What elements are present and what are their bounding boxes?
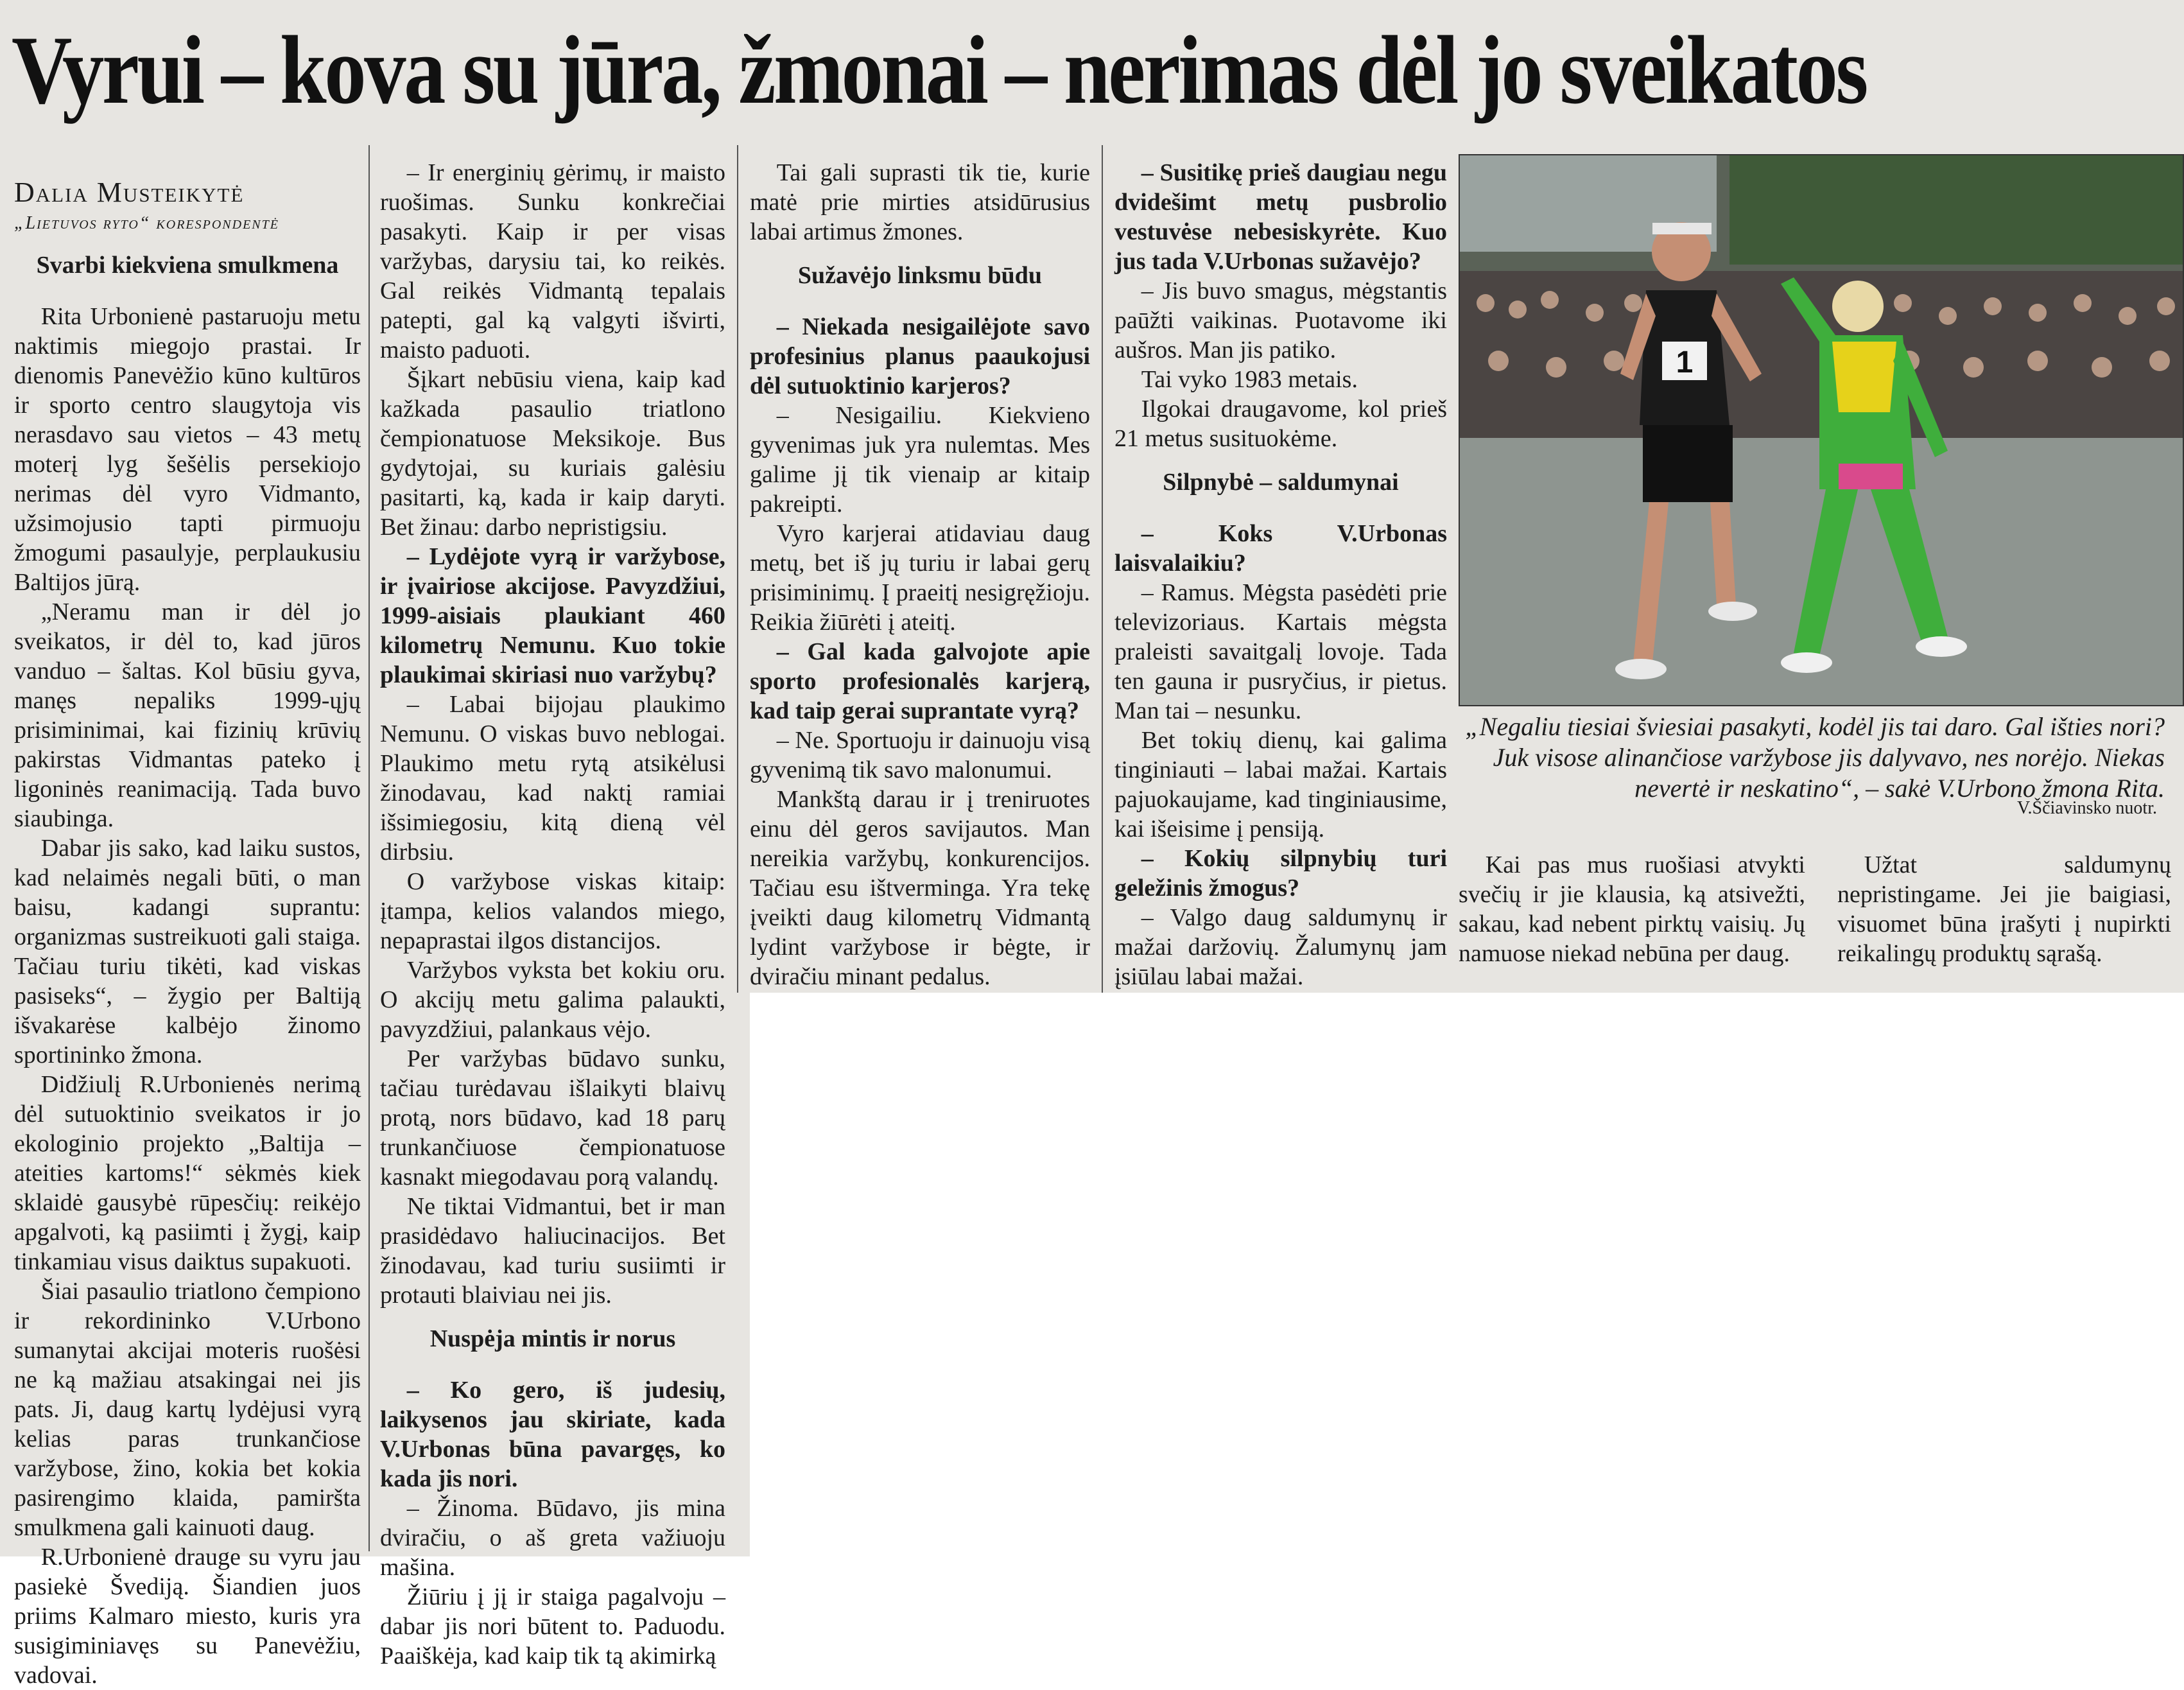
paragraph: Užtat saldumynų nepristingame. Jei jie baigiasi, visuomet būna įrašyti į nupirkti reikalingų produktų sąrašą. bbox=[1837, 851, 2171, 967]
bib-number: 1 bbox=[1676, 345, 1694, 379]
interview-question: – Niekada nesigailėjote savo profesinius planus paaukojusi dėl sutuoktinio karjeros? bbox=[750, 313, 1090, 399]
column-rule bbox=[737, 145, 738, 993]
paragraph: Ne tiktai Vidmantui, bet ir man prasidėdavo haliucinacijos. Bet žinodavau, kad turiu susiimti ir protauti blaiviau nei jis. bbox=[380, 1193, 725, 1309]
column-1 bbox=[14, 175, 361, 1690]
paragraph: – Nesigailiu. Kiekvieno gyvenimas juk yra nulemtas. Mes galime jį tik vienaip ar kitaip pakreipti. bbox=[750, 402, 1090, 518]
paragraph: Vyro karjerai atidaviau daug metų, bet iš jų turiu ir labai gerų prisiminimų. Į praeitį nesigręžioju. Reikia žiūrėti į ateitį. bbox=[750, 520, 1090, 636]
column-body bbox=[1459, 850, 1805, 968]
column-body bbox=[750, 158, 1090, 991]
blank-area bbox=[750, 993, 2184, 1556]
byline-author: Dalia Musteikytė bbox=[14, 177, 245, 208]
column-body bbox=[380, 158, 725, 1671]
column-body bbox=[14, 250, 361, 1690]
column-rule bbox=[368, 145, 370, 1551]
paragraph: – Valgo daug saldumynų ir mažai daržovių. Žalumynų jam įsiūlau labai mažai. bbox=[1114, 904, 1447, 990]
column-4 bbox=[1114, 158, 1447, 991]
paragraph: „Neramu man ir dėl jo sveikatos, ir dėl to, kad jūros vanduo – šaltas. Kol būsiu gyva, manęs nepaliks 1999-ųjų prisiminimai, kai fizinių krūvių pakirstas Vidmantas pateko į ligoninės reanimaciją. Tada buvo siaubinga. bbox=[14, 598, 361, 832]
paragraph: Didžiulį R.Urbonienės nerimą dėl sutuoktinio sveikatos ir jo ekologinio projekto „Baltija – ateities kartoms!“ sėkmės kiek sklaidė gausybė rūpesčių: reikėjo apgalvoti, ką pasiimti į žygį, kaip tinkamiau visus daiktus supakuoti. bbox=[14, 1071, 361, 1275]
paragraph: – Jis buvo smagus, mėgstantis paūžti vaikinas. Puotavome iki aušros. Man jis patiko. bbox=[1114, 277, 1447, 363]
paragraph: Bet tokių dienų, kai galima tinginiauti – labai mažai. Kartais pajuokaujame, kad tinginiausime, kai išeisime į pensiją. bbox=[1114, 727, 1447, 842]
paragraph: – Ir energinių gėrimų, ir maisto ruošimas. Sunku konkrečiai pasakyti. Kaip ir per visas varžybas, darysiu tai, ko reikės. Gal reikės Vidmantą tepalais patepti, gal ką valgyti išvirti, maisto paduoti. bbox=[380, 159, 725, 363]
paragraph: Varžybos vyksta bet kokiu oru. O akcijų metu galima palaukti, pavyzdžiui, palankaus vėjo. bbox=[380, 957, 725, 1043]
interview-question: – Lydėjote vyrą ir varžybose, ir įvairiose akcijose. Pavyzdžiui, 1999-aisiais plaukiant 460 kilometrų Nemunu. Kuo tokie plaukimai skiriasi nuo varžybų? bbox=[380, 543, 725, 688]
photo-caption: „Negaliu tiesiai šviesiai pasakyti, kodėl jis tai daro. Gal išties nori? Juk visose alinančiose varžybose jis dalyvavo, nes norėjo. Niekas nevertė ir neskatino“, – sakė V.Urbono žmona Rita. bbox=[1465, 712, 2165, 803]
paragraph: Kai pas mus ruošiasi atvykti svečių ir jie klausia, ką atsivežti, sakau, kad nebent pirktų vaisių. Jų namuose niekad nebūna per daug. bbox=[1459, 851, 1805, 967]
column-6 bbox=[1837, 850, 2171, 968]
paragraph: Per varžybas būdavo sunku, tačiau turėdavau išlaikyti blaivų protą, nors būdavo, kad 18 parų trunkančiuose čempionatuose kasnakt miegodavau porą valandų. bbox=[380, 1045, 725, 1190]
subheading: Svarbi kiekviena smulkmena bbox=[36, 252, 339, 279]
paragraph: Ilgokai draugavome, kol prieš 21 metus susituokėme. bbox=[1114, 396, 1447, 452]
interview-question: – Kokių silpnybių turi geležinis žmogus? bbox=[1114, 845, 1447, 902]
column-body bbox=[1114, 158, 1447, 991]
paragraph: R.Urbonienė drauge su vyru jau pasiekė Švediją. Šiandien juos priims Kalmaro miesto, kuris yra susigiminiavęs su Panevėžiu, vadovai. bbox=[14, 1544, 361, 1689]
paragraph: Žiūriu į jį ir staiga pagalvoju – dabar jis nori būtent to. Paduodu. Paaiškėja, kad kaip tik tą akimirką bbox=[380, 1583, 725, 1669]
column-5 bbox=[1459, 850, 1805, 968]
paragraph: Tai vyko 1983 metais. bbox=[1141, 366, 1358, 393]
paragraph: Dabar jis sako, kad laiku sustos, kad nelaimės negali būti, o man baisu, kadangi suprantu: organizmas sustreikuoti gali staiga. Tačiau turiu tikėti, kad viskas pasiseks“, – žygio per Baltiją išvakarėse kalbėjo žinomo sportininko žmona. bbox=[14, 835, 361, 1068]
column-body bbox=[1837, 850, 2171, 968]
paragraph: Tai gali suprasti tik tie, kurie matė prie mirties atsidūrusius labai artimus žmones. bbox=[750, 159, 1090, 245]
paragraph: Šįkart nebūsiu viena, kaip kad kažkada pasaulio triatlono čempionatuose Meksikoje. Bus gydytojai, su kuriais galėsiu pasitarti, ką, kada ir kaip daryti. Bet žinau: darbo nepristigsiu. bbox=[380, 366, 725, 541]
paragraph: Mankštą darau ir į treniruotes einu dėl geros savijautos. Man nereikia varžybų, konkurencijos. Tačiau esu ištverminga. Yra tekę įveikti daug kilometrų Vidmantą lydint varžybose ir bėgte, ir dviračiu minant pedalus. bbox=[750, 786, 1090, 990]
paragraph: – Žinoma. Būdavo, jis mina dviračiu, o aš greta važiuoju mašina. bbox=[380, 1495, 725, 1581]
paragraph: Rita Urbonienė pastaruoju metu naktimis miegojo prastai. Ir dienomis Panevėžio kūno kultūros ir sporto centro slaugytoja vis nerasdavo sau vietos – 43 metų moterį lyg šešėlis persekiojo nerimas dėl vyro Vidmanto, užsimojusio tapti pirmuoju žmogumi pasaulyje, perplaukusiu Baltijos jūrą. bbox=[14, 303, 361, 596]
interview-question: – Gal kada galvojote apie sporto profesionalės karjerą, kad taip gerai suprantate vyrą? bbox=[750, 638, 1090, 724]
interview-question: – Susitikę prieš daugiau negu dvidešimt metų pusbrolio vestuvėse nebesiskyrėte. Kuo jus tada V.Urbonas sužavėjo? bbox=[1114, 159, 1447, 275]
byline-correspondent: „Lietuvos ryto“ korespondentė bbox=[14, 213, 279, 233]
column-rule bbox=[1102, 145, 1103, 993]
headline: Vyrui – kova su jūra, žmonai – nerimas dėl jo sveikatos bbox=[12, 16, 1866, 124]
interview-question: – Ko gero, iš judesių, laikysenos jau skiriate, kada V.Urbonas būna pavargęs, ko kada jis nori. bbox=[380, 1377, 725, 1492]
paragraph: – Ramus. Mėgsta pasėdėti prie televizoriaus. Kartais mėgsta praleisti savaitgalį lovoje. Tada ten gauna ir pusryčius, ir pietus. Man tai – nesunku. bbox=[1114, 579, 1447, 724]
paragraph: O varžybose viskas kitaip: įtampa, kelios valandos miego, nepaprastai ilgos distancijos. bbox=[380, 868, 725, 954]
subheading: Sužavėjo linksmu būdu bbox=[797, 262, 1043, 289]
photo-credit: V.Ščiavinsko nuotr. bbox=[2016, 798, 2157, 818]
column-2 bbox=[380, 158, 725, 1671]
photo-illustration bbox=[1460, 155, 2184, 706]
paragraph: – Ne. Sportuoju ir dainuoju visą gyvenimą tik savo malonumui. bbox=[750, 727, 1090, 783]
paragraph: Šiai pasaulio triatlono čempiono ir rekordininko V.Urbono sumanytai akcijai moteris ruošėsi ne ką mažiau atsakingai nei jis pats. Ji, daug kartų lydėjusi vyrą kelias paras trunkančiose varžybose, žino, kokia bet kokia pasirengimo klaida, pamiršta smulkmena gali kainuoti daug. bbox=[14, 1278, 361, 1541]
subheading: Nuspėja mintis ir norus bbox=[429, 1325, 676, 1352]
subheading: Silpnybė – saldumynai bbox=[1163, 469, 1399, 496]
paragraph: – Labai bijojau plaukimo Nemunu. O viskas buvo neblogai. Plaukimo metu rytą atsikėlusi žinodavau, kad naktį ramiai išsimiegosiu, kitą dieną vėl dirbsiu. bbox=[380, 691, 725, 866]
column-3 bbox=[750, 158, 1090, 991]
photo bbox=[1459, 154, 2184, 706]
interview-question: – Koks V.Urbonas laisvalaikiu? bbox=[1114, 520, 1447, 577]
